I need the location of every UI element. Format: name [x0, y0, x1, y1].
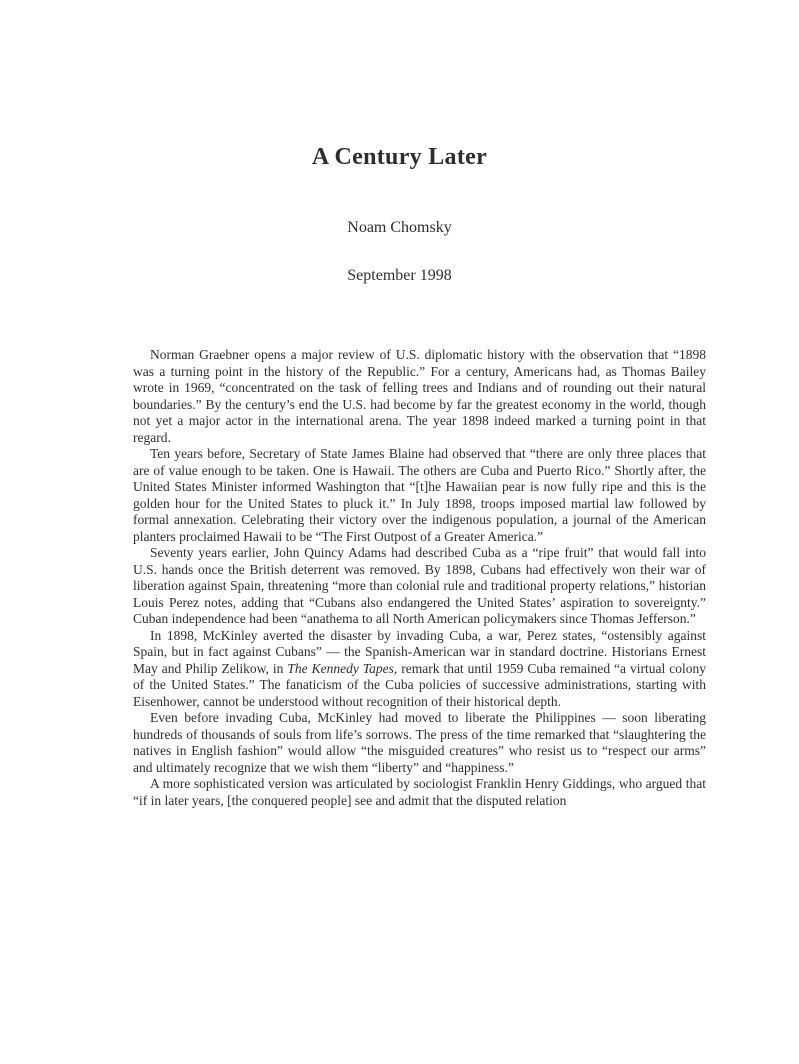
- text-segment: Ten years before, Secretary of State James Blaine had observed that “there are only three places that are of value enough to be taken. One is Hawaii. The others are Cuba and Puerto Rico.” Shortly after, the United States Minister informed Washington that “[t]he Hawaiian pear is now fully ripe and this is the golden hour for the United States to pluck it.” In July 1898, troops imposed martial law followed by formal annexation. Celebrating their victory over the indigenous population, a journal of the American planters proclaimed Hawaii to be “The First Outpost of a Greater America.”: [133, 446, 706, 544]
- text-segment: Seventy years earlier, John Quincy Adams had described Cuba as a “ripe fruit” that would fall into U.S. hands once the British deterrent was removed. By 1898, Cubans had effectively won their war of liberation against Spain, threatening “more than colonial rule and traditional property relations,” historian Louis Perez notes, adding that “Cubans also endangered the United States’ aspiration to sovereignty.” Cuban independence had been “anathema to all North American policymakers since Thomas Jefferson.”: [133, 545, 706, 626]
- paragraph: [133, 776, 706, 809]
- document-title: A Century Later: [311, 144, 488, 170]
- italic-text-segment: The Kennedy Tapes: [287, 660, 394, 676]
- document-body: [133, 347, 706, 809]
- text-segment: , remark that until 1959 Cuba remained “a virtual colony of the United States.” The fanaticism of the Cuba policies of successive administrations, starting with Eisenhower, cannot be understood without recognition of their historical depth.: [133, 660, 706, 709]
- paragraph: [133, 446, 706, 545]
- document-author: Noam Chomsky: [347, 219, 452, 236]
- text-segment: A more sophisticated version was articulated by sociologist Franklin Henry Giddings, who argued that “if in later years, [the conquered people] see and admit that the disputed relation: [133, 776, 706, 808]
- paragraph: [133, 347, 706, 446]
- document-date: September 1998: [347, 267, 452, 284]
- paragraph: [133, 545, 706, 628]
- text-segment: Even before invading Cuba, McKinley had moved to liberate the Philippines — soon liberating hundreds of thousands of souls from life’s sorrows. The press of the time remarked that “slaughtering the natives in English fashion” would allow “the misguided creatures” who resist us to “respect our arms” and ultimately recognize that we wish them “liberty” and “happiness.”: [133, 710, 706, 775]
- paragraph: [133, 628, 706, 711]
- text-segment: In 1898, McKinley averted the disaster by invading Cuba, a war, Perez states, “ostensibly against Spain, but in fact against Cubans” — the Spanish-American war in standard doctrine. Historians Ernest May and Philip Zelikow, in: [133, 627, 706, 676]
- text-segment: Norman Graebner opens a major review of U.S. diplomatic history with the observation that “1898 was a turning point in the history of the Republic.” For a century, Americans had, as Thomas Bailey wrote in 1969, “concentrated on the task of felling trees and Indians and of rounding out their natural boundaries.” By the century’s end the U.S. had become by far the greatest economy in the world, though not yet a major actor in the international arena. The year 1898 indeed marked a turning point in that regard.: [133, 347, 706, 445]
- paragraph: [133, 710, 706, 776]
